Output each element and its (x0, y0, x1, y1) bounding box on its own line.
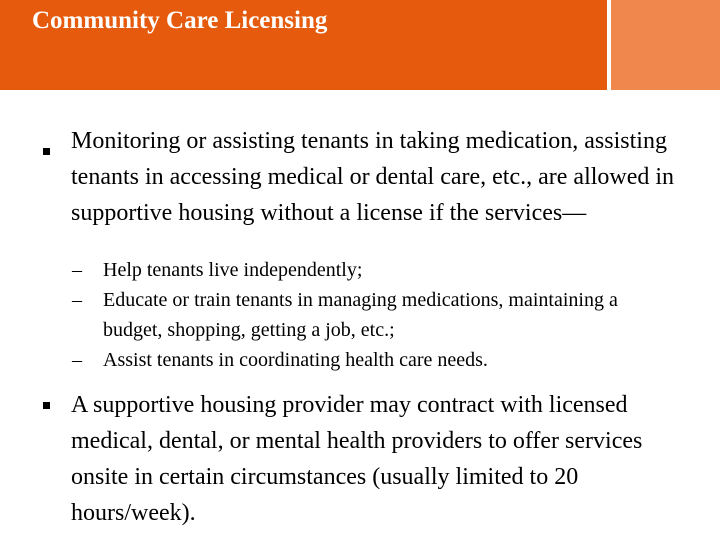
square-bullet-icon (43, 148, 50, 155)
dash-icon: – (72, 289, 82, 311)
sub-item (72, 345, 672, 375)
bullet-text: Monitoring or assisting tenants in taking medication, assisting tenants in accessing medical or dental care, etc., are allowed in supportive housing without a license if the services— (71, 128, 675, 226)
slide-title: Community Care Licensing (32, 7, 328, 34)
sub-item-text: Assist tenants in coordinating health care needs. (103, 349, 488, 371)
sub-list (72, 255, 672, 375)
bullet-text: A supportive housing provider may contract with licensed medical, dental, or mental health providers to offer services onsite in certain circumstances (usually limited to 20 hours/week). (71, 392, 643, 526)
sub-item (72, 255, 672, 285)
sub-item (72, 285, 672, 345)
dash-icon: – (72, 259, 82, 281)
sub-item-text: Help tenants live independently; (103, 259, 363, 281)
dash-icon: – (72, 349, 82, 371)
square-bullet-icon (43, 402, 50, 409)
sub-item-text: Educate or train tenants in managing medications, maintaining a budget, shopping, getting a job, etc.; (103, 289, 618, 341)
